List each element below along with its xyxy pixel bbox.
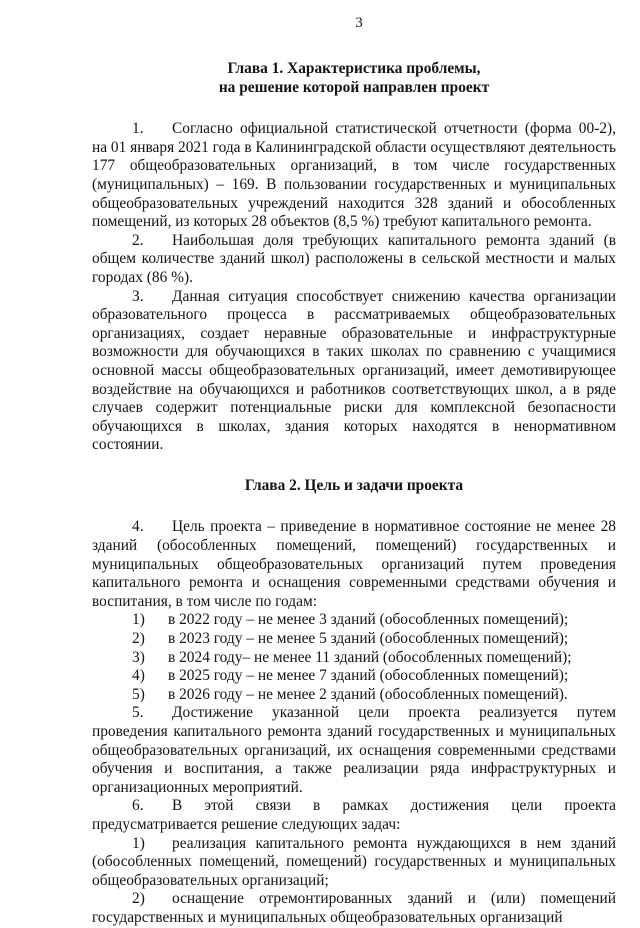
list-marker: 1) [132, 611, 145, 629]
chapter-2-heading: Глава 2. Цель и задачи проекта [244, 476, 464, 494]
paragraph-6 [92, 797, 616, 834]
paragraph-text: В этой связи в рамках достижения цели проекта предусматривается решение следующих задач: [92, 797, 616, 833]
task-text: оснащение отремонтированных зданий и (или) помещений государственных и муниципальных общеобразовательных организаций [92, 890, 616, 926]
list-item [92, 630, 616, 649]
chapter-1-title-line-1: Глава 1. Характеристика проблемы, [227, 60, 481, 77]
list-marker: 2) [132, 630, 145, 648]
paragraph-text: Достижение указанной цели проекта реализуется путем проведения капитального ремонта зданий государственных и муниципальных общеобразовательных организаций, их оснащения современными средствами обучения и воспитания, а также реализации ряда инфраструктурных и организационных мероприятий. [92, 704, 616, 796]
paragraph-number: 6. [132, 797, 144, 815]
list-item-text: в 2022 году – не менее 3 зданий (обособленных помещений); [168, 611, 569, 629]
chapter-1-heading [92, 60, 616, 97]
yearly-targets-list [92, 611, 616, 704]
chapter-1-title-line-2: на решение которой направлен проект [218, 78, 490, 96]
list-item-text: в 2024 году– не менее 11 зданий (обособленных помещений); [168, 648, 572, 666]
task-2 [92, 890, 616, 927]
paragraph-5 [92, 704, 616, 797]
paragraph-2 [92, 232, 616, 288]
paragraph-text: Цель проекта – приведение в нормативное состояние не менее 28 зданий (обособленных помещений, помещений) государственных и муниципальных общеобразовательных организаций путем проведения капитального ремонта и оснащения современными средствами обучения и воспитания, в том числе по годам: [92, 518, 616, 610]
list-item [92, 686, 616, 705]
paragraph-text: Данная ситуация способствует снижению качества организации образовательного процесса в рассматриваемых общеобразовательных организациях, создает неравные образовательные и инфраструктурные возможности для обучающихся в таких школах по сравнению с учащимися основной массы общеобразовательных организаций, имеет демотивирующее воздействие на обучающихся и работников соответствующих школ, а в ряде случаев содержит потенциальные риски для комплексной безопасности обучающихся в школах, здания которых находятся в ненормативном состоянии. [92, 287, 616, 454]
list-item [92, 611, 616, 630]
paragraph-4 [92, 518, 616, 611]
paragraph-number: 1. [132, 120, 144, 138]
document-page [92, 14, 616, 928]
list-marker: 3) [132, 648, 145, 666]
list-marker: 5) [132, 685, 145, 703]
list-item-text: в 2023 году – не менее 5 зданий (обособленных помещений); [168, 630, 569, 648]
list-item [92, 667, 616, 686]
paragraph-text: Наибольшая доля требующих капитального ремонта зданий (в общем количестве зданий школ) расположены в сельской местности и малых городах (86 %). [92, 231, 616, 286]
paragraph-number: 3. [132, 287, 144, 305]
page-number: 3 [355, 15, 363, 31]
list-item-text: в 2025 году – не менее 7 зданий (обособленных помещений); [168, 667, 569, 685]
paragraph-number: 5. [132, 704, 144, 722]
task-marker: 2) [132, 890, 145, 908]
paragraph-number: 2. [132, 231, 144, 249]
task-marker: 1) [132, 834, 145, 852]
paragraph-3 [92, 288, 616, 455]
paragraph-text: Согласно официальной статистической отчетности (форма 00-2), на 01 января 2021 года в Калининградской области осуществляют деятельность 177 общеобразовательных организаций, в том числе государственных (муниципальных) – 169. В пользовании государственных и муниципальных общеобразовательных учреждений находится 328 зданий и обособленных помещений, из которых 28 объектов (8,5 %) требуют капитального ремонта. [92, 120, 616, 231]
list-item [92, 649, 616, 668]
task-1 [92, 835, 616, 891]
task-text: реализация капитального ремонта нуждающихся в нем зданий (обособленных помещений, помещений) государственных и муниципальных общеобразовательных организаций; [92, 834, 616, 889]
list-item-text: в 2026 году – не менее 2 зданий (обособленных помещений). [168, 685, 568, 703]
paragraph-1 [92, 120, 616, 232]
paragraph-number: 4. [132, 518, 144, 536]
list-marker: 4) [132, 667, 145, 685]
